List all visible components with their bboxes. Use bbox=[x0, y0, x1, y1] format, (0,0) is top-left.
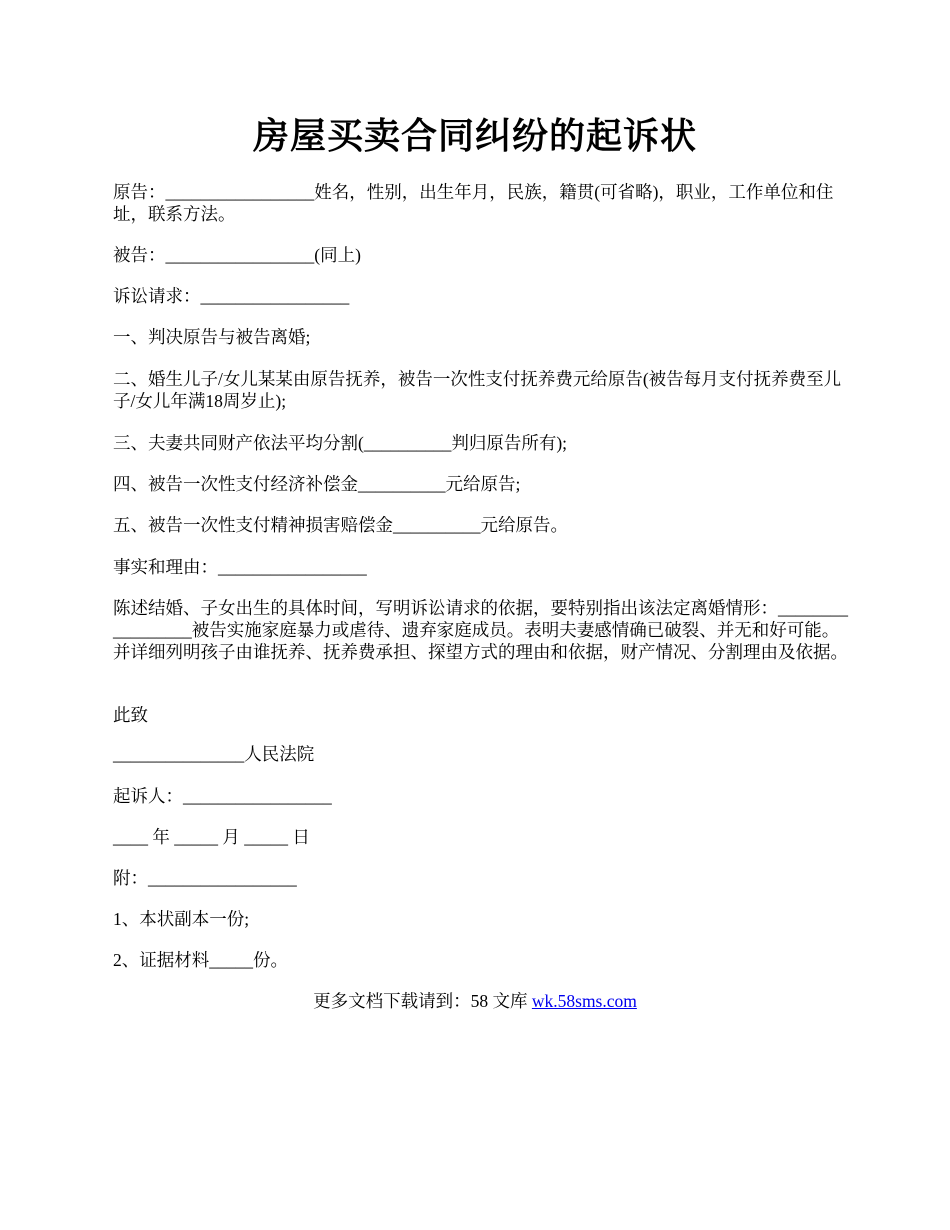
court-name: _______________人民法院 bbox=[113, 744, 315, 764]
footer-prompt: 更多文档下载请到：58 文库 bbox=[313, 991, 532, 1011]
attachment-item-1: 1、本状副本一份; bbox=[113, 909, 250, 929]
claim-item-5: 五、被告一次性支付精神损害赔偿金__________元给原告。 bbox=[113, 515, 568, 535]
document-title: 房屋买卖合同纠纷的起诉状 bbox=[252, 116, 697, 156]
claim-item-3: 三、夫妻共同财产依法平均分割(__________判归原告所有); bbox=[113, 433, 568, 453]
footer bbox=[0, 990, 950, 1012]
claim-item-1: 一、判决原告与被告离婚; bbox=[113, 327, 311, 347]
plaintiff-info: 原告：_________________姓名，性别，出生年月，民族，籍贯(可省略)，职业，工作单位和住址，联系方法。 bbox=[113, 182, 834, 224]
claim-item-4: 四、被告一次性支付经济补偿金__________元给原告; bbox=[113, 474, 521, 494]
facts-heading: 事实和理由：_________________ bbox=[113, 557, 367, 577]
salutation: 此致 bbox=[113, 705, 148, 725]
attachment-item-2: 2、证据材料_____份。 bbox=[113, 950, 288, 970]
facts-body: 陈述结婚、子女出生的具体时间，写明诉讼请求的依据，要特别指出该法定离婚情形：_________________被告实施家庭暴力或虐待、遗弃家庭成员。表明夫妻感情确已破裂、并无和好可能。并详细列明孩子由谁抚养、抚养费承担、探望方式的理由和依据，财产情况、分割理由及依据。 bbox=[113, 598, 848, 662]
attachments-heading: 附：_________________ bbox=[113, 868, 297, 888]
claim-item-2: 二、婚生儿子/女儿某某由原告抚养，被告一次性支付抚养费元给原告(被告每月支付抚养费至儿子/女儿年满18周岁止); bbox=[113, 369, 842, 411]
claims-heading: 诉讼请求：_________________ bbox=[113, 286, 350, 306]
date-line: ____ 年 _____ 月 _____ 日 bbox=[113, 827, 310, 847]
footer-link[interactable]: wk.58sms.com bbox=[531, 991, 637, 1011]
signer-line: 起诉人：_________________ bbox=[113, 786, 332, 806]
defendant-info: 被告：_________________(同上) bbox=[113, 245, 361, 265]
